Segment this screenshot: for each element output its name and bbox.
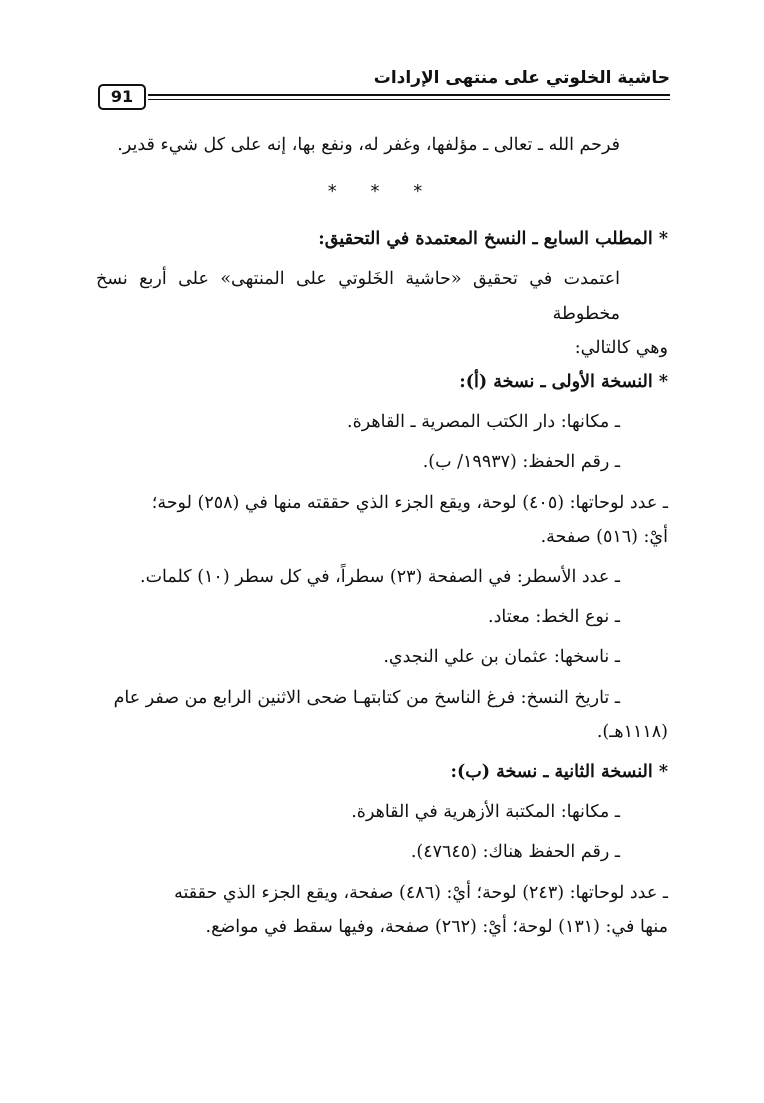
copy-a-location: ـ مكانها: دار الكتب المصرية ـ القاهرة. — [347, 412, 620, 433]
copy-a-folios-line-1: ـ عدد لوحاتها: (٤٠٥) لوحة، ويقع الجزء الذي حققته منها في (٢٥٨) لوحة؛ — [151, 492, 668, 513]
copy-a-copyist: ـ ناسخها: عثمان بن علي النجدي. — [383, 647, 620, 668]
copy-a-script: ـ نوع الخط: معتاد. — [488, 607, 620, 628]
copy-a-lines: ـ عدد الأسطر: في الصفحة (٢٣) سطراً، في كل سطر (١٠) كلمات. — [140, 567, 620, 588]
page-header — [98, 68, 670, 108]
copy-b-folios-line-2: منها في: (١٣١) لوحة؛ أيْ: (٢٦٢) صفحة، وفيها سقط في مواضع. — [205, 916, 668, 937]
copy-b-location: ـ مكانها: المكتبة الأزهرية في القاهرة. — [351, 802, 620, 823]
section-heading: * المطلب السابع ـ النسخ المعتمدة في التحقيق: — [318, 229, 668, 250]
copy-a-date-line-1: ـ تاريخ النسخ: فرغ الناسخ من كتابتهـا ضحى الاثنين الرابع من صفر عام — [113, 687, 620, 708]
section-intro-line-1: اعتمدت في تحقيق «حاشية الخَلوتي على المنتهى» على أربع نسخ مخطوطة — [96, 269, 620, 324]
section-separator: * * * — [327, 181, 437, 203]
page-body — [96, 128, 668, 944]
copy-a-shelf-number: ـ رقم الحفظ: (١٩٩٣٧/ ب). — [422, 452, 620, 473]
copy-b-folios-line-1: ـ عدد لوحاتها: (٢٤٣) لوحة؛ أيْ: (٤٨٦) صفحة، ويقع الجزء الذي حققته — [174, 882, 668, 903]
running-title: حاشية الخلوتي على منتهى الإرادات — [373, 68, 670, 88]
header-rule — [148, 94, 670, 100]
page-number: 91 — [98, 84, 146, 110]
section-intro-line-2: وهي كالتالي: — [574, 337, 668, 358]
intro-line: فرحم الله ـ تعالى ـ مؤلفها، وغفر له، ونفع بها، إنه على كل شيء قدير. — [117, 135, 620, 155]
copy-b-heading: * النسخة الثانية ـ نسخة (ب): — [450, 762, 668, 783]
copy-a-folios-line-2: أيْ: (٥١٦) صفحة. — [540, 526, 668, 547]
copy-a-heading: * النسخة الأولى ـ نسخة (أ): — [459, 372, 668, 393]
copy-b-shelf-number: ـ رقم الحفظ هناك: (٤٧٦٤٥). — [410, 842, 620, 863]
copy-a-date-line-2: (١١١٨هـ). — [596, 721, 668, 742]
